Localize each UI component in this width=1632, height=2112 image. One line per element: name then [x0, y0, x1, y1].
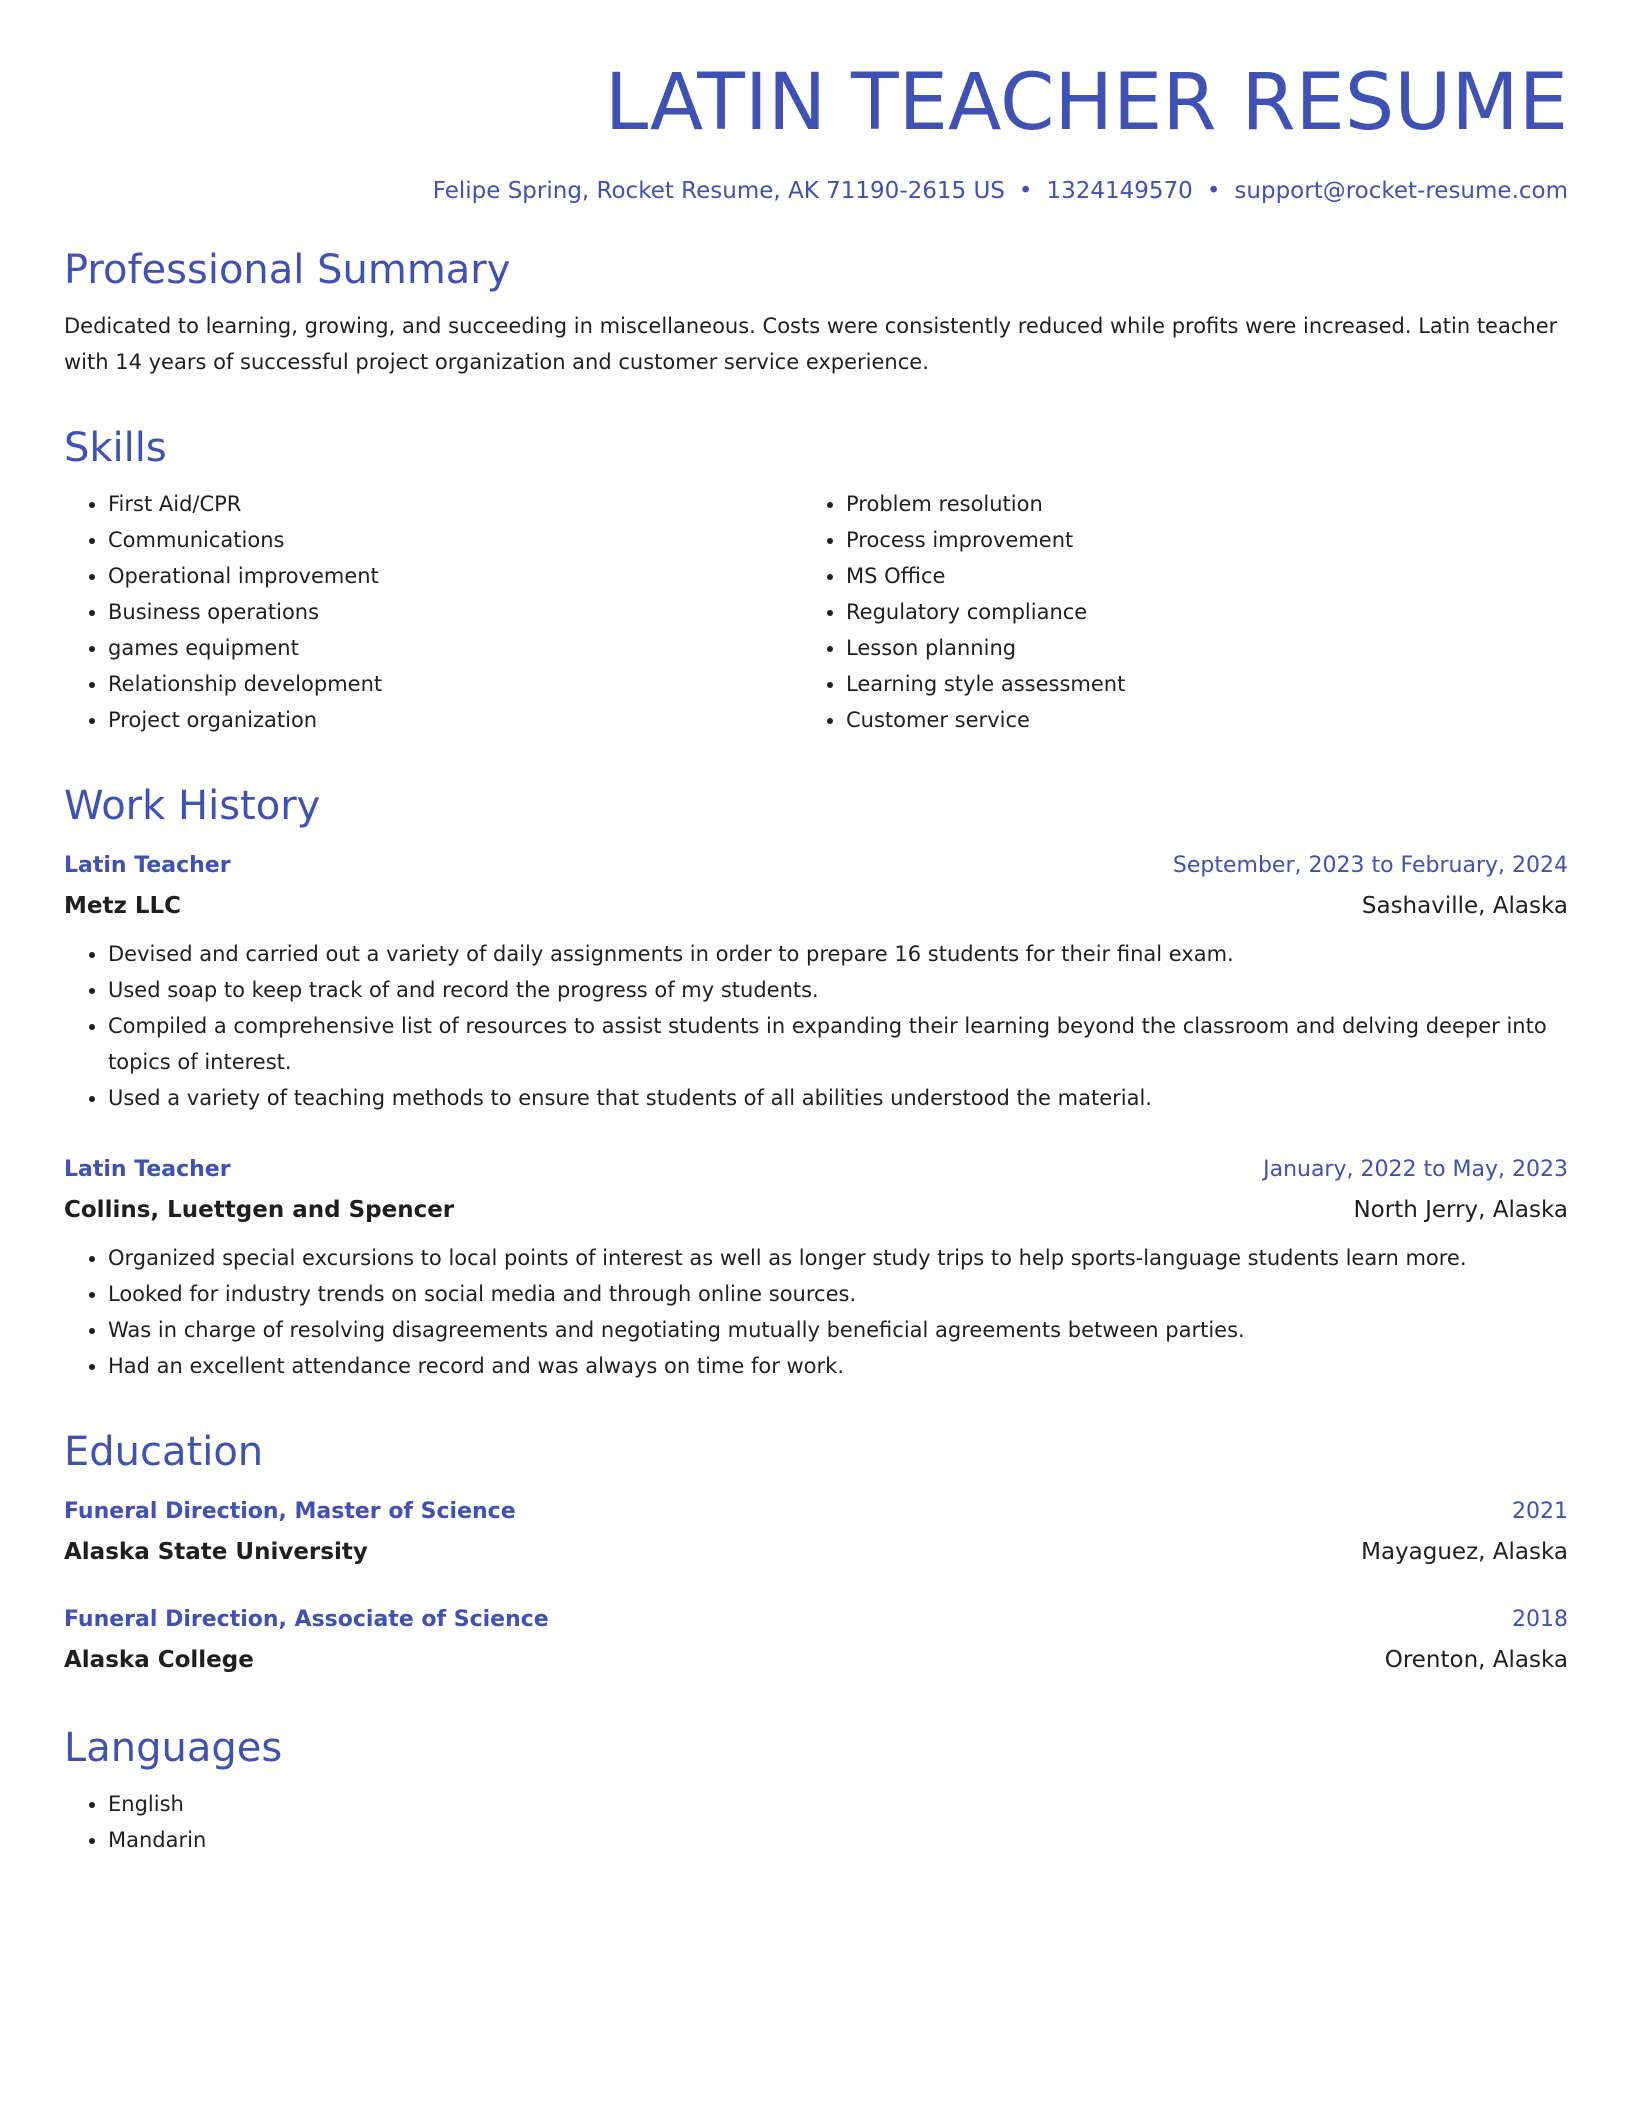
job-company-row: [64, 1190, 1568, 1230]
skill-item: • First Aid/CPR: [108, 486, 802, 522]
skill-item: • MS Office: [846, 558, 1125, 594]
job-role: Latin Teacher: [64, 853, 231, 878]
skill-item: • games equipment: [108, 630, 802, 666]
skills-list-right: [802, 486, 1125, 738]
job-bullets: [64, 1240, 1568, 1384]
job-bullet: • Organized special excursions to local points of interest as well as longer study trips to help sports-language students learn more.: [108, 1240, 1568, 1276]
education-school: Alaska State University: [64, 1539, 368, 1565]
resume-title: LATIN TEACHER RESUME: [604, 58, 1568, 148]
skill-item: • Regulatory compliance: [846, 594, 1125, 630]
job-company: Metz LLC: [64, 893, 182, 919]
skill-item: • Communications: [108, 522, 802, 558]
languages-heading: Languages: [64, 1725, 283, 1771]
job-bullet: • Had an excellent attendance record and was always on time for work.: [108, 1348, 1568, 1384]
job-bullet: • Compiled a comprehensive list of resources to assist students in expanding their learning beyond the classroom and delving deeper into topics of interest.: [108, 1008, 1568, 1080]
summary-heading: Professional Summary: [64, 247, 511, 293]
job-dates: September, 2023 to February, 2024: [1172, 853, 1568, 878]
education-location: Orenton, Alaska: [1384, 1647, 1568, 1673]
job-bullet: • Used soap to keep track of and record the progress of my students.: [108, 972, 1568, 1008]
language-item: • Mandarin: [108, 1822, 1568, 1858]
summary-text: Dedicated to learning, growing, and succeeding in miscellaneous. Costs were consistently reduced while profits were increased. Latin teacher with 14 years of successful project organization and customer service experience.: [64, 314, 1558, 374]
skills-grid: [64, 486, 1568, 738]
skills-heading: Skills: [64, 425, 167, 471]
education-school-row: [64, 1532, 1568, 1572]
contact-separator: •: [1206, 178, 1221, 204]
skill-item: • Problem resolution: [846, 486, 1125, 522]
education-degree: Funeral Direction, Master of Science: [64, 1499, 516, 1524]
education-school: Alaska College: [64, 1647, 254, 1673]
job-bullet: • Looked for industry trends on social media and through online sources.: [108, 1276, 1568, 1312]
job-location: North Jerry, Alaska: [1353, 1197, 1568, 1223]
skill-item: • Lesson planning: [846, 630, 1125, 666]
languages-section: [64, 1724, 1568, 1858]
skill-item: • Learning style assessment: [846, 666, 1125, 702]
skill-item: • Operational improvement: [108, 558, 802, 594]
language-item: • English: [108, 1786, 1568, 1822]
skill-item: • Process improvement: [846, 522, 1125, 558]
job-location: Sashaville, Alaska: [1361, 893, 1568, 919]
job-title-row: [64, 1150, 1568, 1190]
contact-phone: 1324149570: [1046, 178, 1193, 204]
contact-line: [64, 176, 1568, 206]
education-heading: Education: [64, 1429, 264, 1475]
education-degree-row: [64, 1492, 1568, 1532]
education-section: [64, 1428, 1568, 1680]
job-bullet: • Devised and carried out a variety of daily assignments in order to prepare 16 students for their final exam.: [108, 936, 1568, 972]
education-entry: [64, 1492, 1568, 1572]
skill-item: • Business operations: [108, 594, 802, 630]
education-year: 2021: [1512, 1499, 1568, 1524]
skills-list-left: [64, 486, 802, 738]
job-bullets: [64, 936, 1568, 1116]
job-title-row: [64, 846, 1568, 886]
resume-header: [64, 58, 1568, 206]
job-bullet: • Used a variety of teaching methods to ensure that students of all abilities understood the material.: [108, 1080, 1568, 1116]
work-history-heading: Work History: [64, 783, 321, 829]
skill-item: • Customer service: [846, 702, 1125, 738]
education-degree-row: [64, 1600, 1568, 1640]
education-year: 2018: [1512, 1607, 1568, 1632]
education-degree: Funeral Direction, Associate of Science: [64, 1607, 549, 1632]
work-history-section: [64, 782, 1568, 1384]
skill-item: • Relationship development: [108, 666, 802, 702]
job-entry: [64, 1150, 1568, 1384]
contact-email: support@rocket-resume.com: [1234, 178, 1568, 204]
job-role: Latin Teacher: [64, 1157, 231, 1182]
education-entry: [64, 1600, 1568, 1680]
job-dates: January, 2022 to May, 2023: [1263, 1157, 1568, 1182]
education-school-row: [64, 1640, 1568, 1680]
skill-item: • Project organization: [108, 702, 802, 738]
contact-address: Felipe Spring, Rocket Resume, AK 71190-2615 US: [432, 178, 1005, 204]
job-entry: [64, 846, 1568, 1116]
job-company-row: [64, 886, 1568, 926]
job-bullet: • Was in charge of resolving disagreements and negotiating mutually beneficial agreements between parties.: [108, 1312, 1568, 1348]
summary-section: [64, 246, 1568, 380]
languages-list: [64, 1786, 1568, 1858]
contact-separator: •: [1018, 178, 1033, 204]
education-location: Mayaguez, Alaska: [1361, 1539, 1568, 1565]
skills-section: [64, 424, 1568, 738]
job-company: Collins, Luettgen and Spencer: [64, 1197, 455, 1223]
